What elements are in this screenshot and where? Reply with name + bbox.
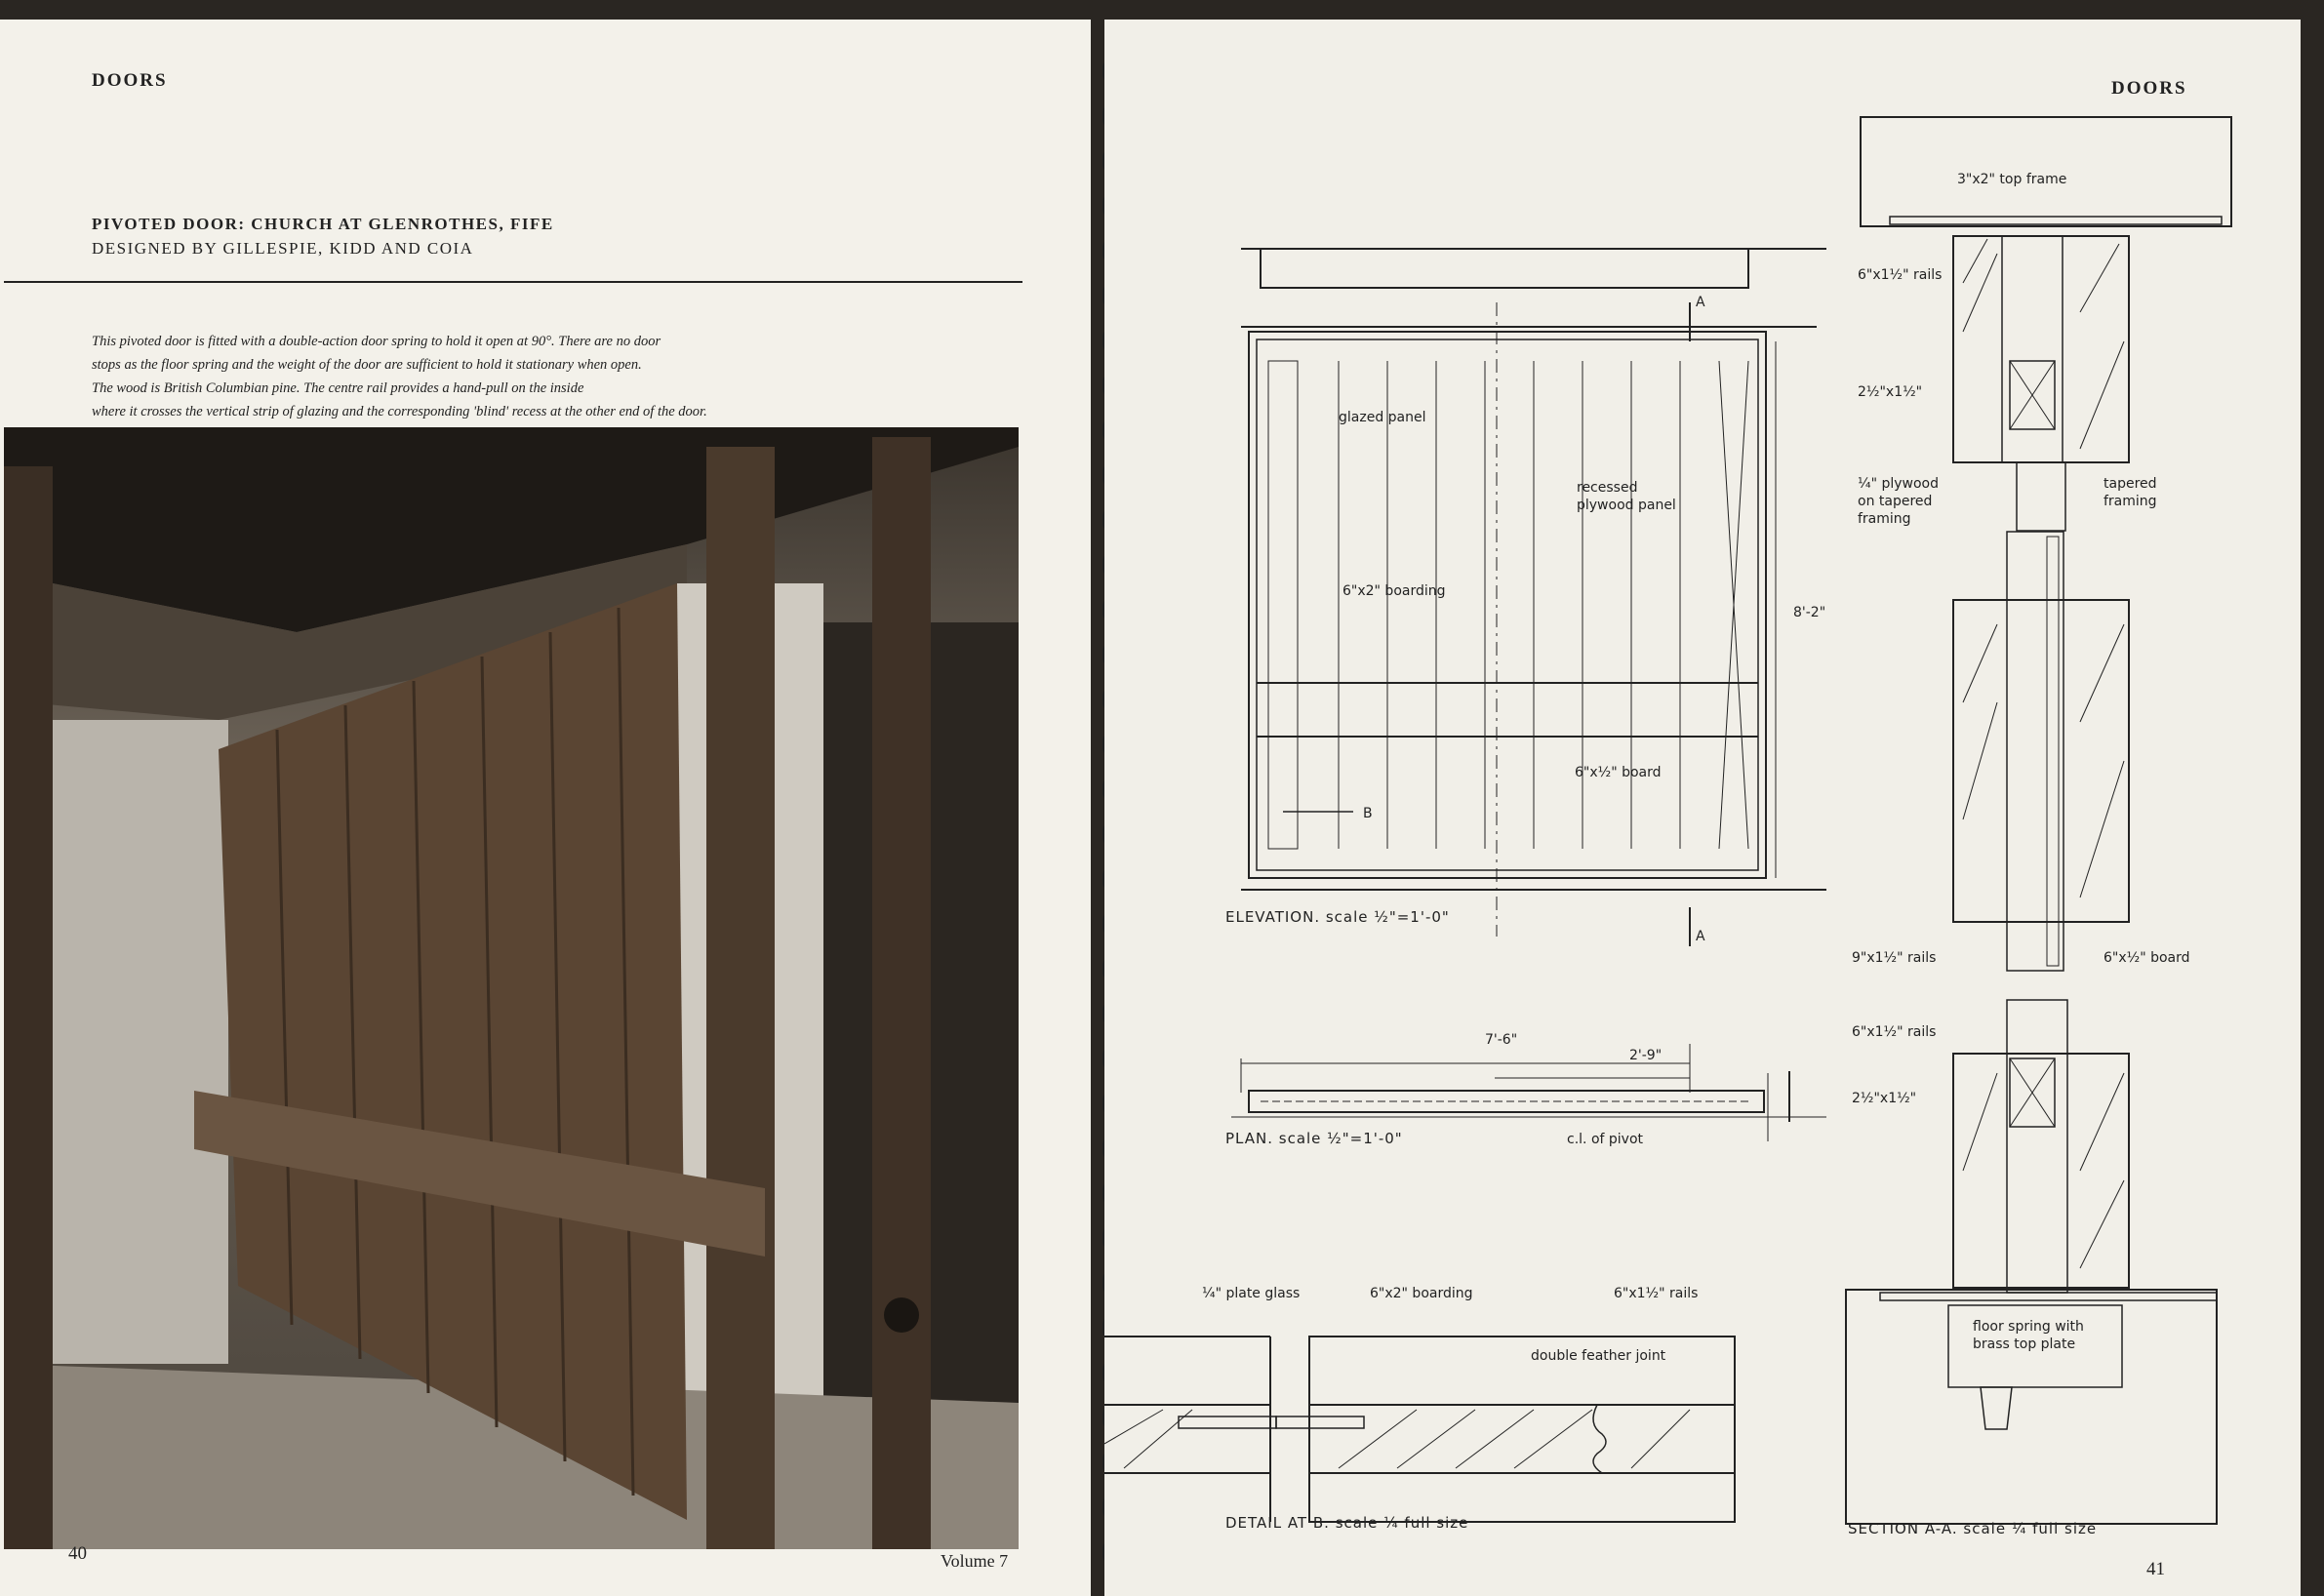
label-height: 8'-2"	[1793, 605, 1826, 620]
label-top-frame: 3"x2" top frame	[1957, 172, 2067, 187]
left-page	[0, 20, 1091, 1596]
body-text	[92, 330, 872, 423]
label-glazed-panel: glazed panel	[1339, 410, 1426, 425]
article-subtitle: DESIGNED BY GILLESPIE, KIDD AND COIA	[92, 239, 474, 258]
label-plan-dim-overall: 7'-6"	[1485, 1032, 1518, 1048]
label-boarding: 6"x2" boarding	[1342, 583, 1446, 599]
label-plywood-2: on tapered	[1858, 494, 1933, 509]
body-line: This pivoted door is fitted with a double-action door spring to hold it open at 90°. There are no door	[92, 334, 661, 349]
section-heading: DOORS	[92, 70, 168, 91]
label-tapered-2: framing	[2104, 494, 2157, 509]
label-recessed-2: plywood panel	[1577, 498, 1676, 513]
label-rails-top: 6"x1½" rails	[1858, 267, 1943, 283]
label-spacer-low: 2½"x1½"	[1852, 1091, 1917, 1106]
label-spacer-top: 2½"x1½"	[1858, 384, 1923, 400]
door-photograph	[4, 427, 1019, 1549]
label-recessed-1: recessed	[1577, 480, 1638, 496]
label-a-mark-top: A	[1696, 295, 1705, 310]
caption-detail-b: DETAIL AT B. scale ¼ full size	[1225, 1514, 1469, 1532]
label-tapered-1: tapered	[2104, 476, 2157, 492]
label-spring-1: floor spring with	[1973, 1319, 2084, 1335]
detail-b-drawing	[1104, 1337, 1735, 1522]
volume-label: Volume 7	[941, 1551, 1009, 1571]
caption-section-aa: SECTION A-A. scale ¼ full size	[1848, 1520, 2098, 1537]
caption-plan: PLAN. scale ½"=1'-0"	[1225, 1130, 1403, 1147]
section-heading-right: DOORS	[2111, 78, 2187, 99]
body-line: where it crosses the vertical strip of glazing and the corresponding 'blind' recess at the other end of the door.	[92, 404, 707, 419]
section-aa-drawing	[1846, 117, 2231, 1524]
label-pivot: c.l. of pivot	[1567, 1132, 1643, 1147]
label-b-mark: B	[1363, 806, 1373, 821]
right-page	[1104, 20, 2301, 1596]
plan-drawing	[1231, 1044, 1826, 1141]
technical-drawing	[1104, 20, 2301, 1596]
title-rule	[4, 281, 1022, 283]
label-plywood-3: framing	[1858, 511, 1911, 527]
label-rails-mid: 9"x1½" rails	[1852, 950, 1937, 966]
label-plan-dim-partial: 2'-9"	[1629, 1048, 1663, 1063]
label-plate-glass: ¼" plate glass	[1202, 1286, 1301, 1301]
caption-elevation: ELEVATION. scale ½"=1'-0"	[1225, 908, 1450, 926]
body-line: The wood is British Columbian pine. The centre rail provides a hand-pull on the inside	[92, 380, 584, 396]
page-number-left: 40	[68, 1543, 87, 1564]
label-spring-2: brass top plate	[1973, 1337, 2076, 1352]
elevation-drawing	[1241, 249, 1826, 946]
label-board: 6"x½" board	[1575, 765, 1662, 780]
article-title: PIVOTED DOOR: CHURCH AT GLENROTHES, FIFE	[92, 215, 554, 233]
label-detail-rails: 6"x1½" rails	[1614, 1286, 1699, 1301]
label-plywood-1: ¼" plywood	[1858, 476, 1939, 492]
label-joint: double feather joint	[1531, 1348, 1666, 1364]
label-rails-low: 6"x1½" rails	[1852, 1024, 1937, 1040]
body-line: stops as the floor spring and the weight of the door are sufficient to hold it stationary when open.	[92, 357, 642, 373]
page-number-right: 41	[2146, 1559, 2165, 1579]
label-detail-boarding: 6"x2" boarding	[1370, 1286, 1473, 1301]
label-board-mid: 6"x½" board	[2104, 950, 2190, 966]
label-a-mark-bottom: A	[1696, 929, 1705, 944]
